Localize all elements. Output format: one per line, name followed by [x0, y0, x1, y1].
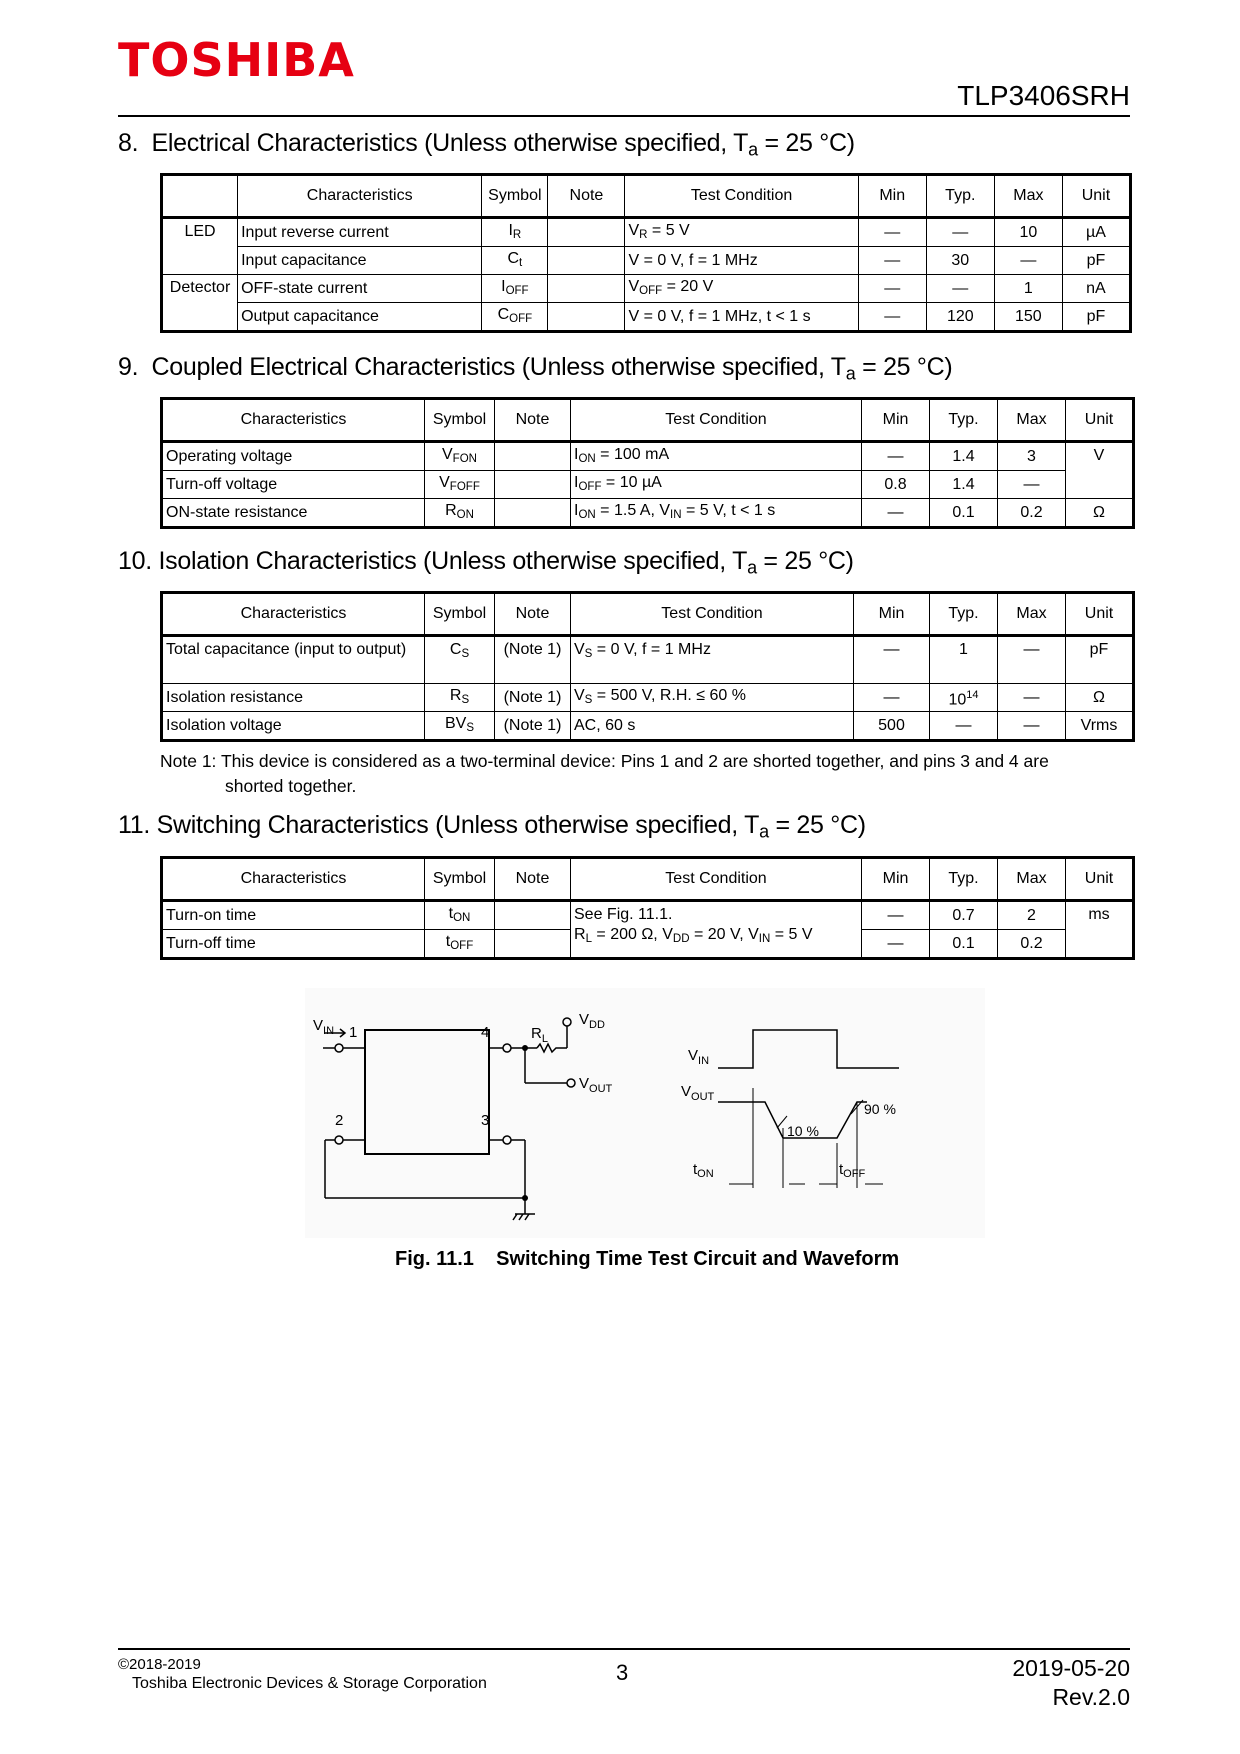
cell-characteristic: Turn-off time — [162, 930, 425, 959]
cell-max: — — [998, 712, 1066, 741]
cell-characteristic: ON-state resistance — [162, 499, 425, 528]
footer-left — [118, 1655, 487, 1693]
col-typ: Typ. — [930, 858, 998, 901]
table-row — [162, 442, 1134, 471]
col-test-condition: Test Condition — [571, 858, 862, 901]
col-typ: Typ. — [926, 175, 994, 218]
cell-unit: pF — [1062, 303, 1130, 332]
cell-min: — — [858, 275, 926, 303]
cell-symbol: $C_t$ — [482, 247, 548, 275]
cell-characteristic: Isolation voltage — [162, 712, 425, 741]
cell-condition: $I_{ON} = 1.5$ A, $V_{IN} = 5$ V, t < 1 s — [571, 499, 862, 528]
figure-caption: Fig. 11.1 Switching Time Test Circuit and Waveform — [395, 1248, 900, 1270]
cell-unit: Vrms — [1066, 712, 1134, 741]
cell-condition: AC, 60 s — [571, 712, 854, 741]
table-row — [162, 712, 1134, 741]
cell-note — [495, 901, 571, 930]
cell-unit: nA — [1062, 275, 1130, 303]
cell-max: 1 — [994, 275, 1062, 303]
col-characteristics: Characteristics — [238, 175, 482, 218]
col-symbol: Symbol — [425, 858, 495, 901]
ten-percent-label: 10 % — [787, 1123, 819, 1139]
cell-min: — — [862, 901, 930, 930]
cell-max: — — [998, 636, 1066, 684]
col-min: Min — [858, 175, 926, 218]
cell-typ: 1 — [930, 636, 998, 684]
cell-typ: 120 — [926, 303, 994, 332]
table-row — [162, 303, 1131, 332]
cell-condition: V = 0 V, f = 1 MHz — [625, 247, 858, 275]
col-characteristics: Characteristics — [162, 399, 425, 442]
cell-symbol: $C_{OFF}$ — [482, 303, 548, 332]
cell-note — [495, 499, 571, 528]
table-row — [162, 684, 1134, 712]
cell-symbol: $V_{FON}$ — [425, 442, 495, 471]
table-coupled-characteristics — [160, 397, 1135, 529]
note-1: Note 1: This device is considered as a two-terminal device: Pins 1 and 2 are shorted together, and pins 3 and 4 are shorted together. — [160, 751, 1049, 796]
cell-typ: — — [926, 218, 994, 247]
table-row — [162, 218, 1131, 247]
vdd-label: $V_{DD}$ — [579, 1011, 605, 1031]
cell-symbol: $BV_S$ — [425, 712, 495, 741]
col-characteristics: Characteristics — [162, 858, 425, 901]
cell-symbol: $V_{FOFF}$ — [425, 471, 495, 499]
cell-unit: ms — [1066, 901, 1134, 959]
cell-typ: 1.4 — [930, 471, 998, 499]
col-typ: Typ. — [930, 593, 998, 636]
cell-unit: Ω — [1066, 499, 1134, 528]
wave-vin-label: $V_{IN}$ — [688, 1047, 710, 1067]
vout-label: $V_{OUT}$ — [579, 1075, 613, 1095]
col-note: Note — [495, 858, 571, 901]
cell-max: 2 — [998, 901, 1066, 930]
cell-min: — — [858, 218, 926, 247]
toff-label: $t_{OFF}$ — [839, 1161, 866, 1180]
cell-note — [548, 247, 625, 275]
cell-unit: Ω — [1066, 684, 1134, 712]
section-11-title: 11. Switching Characteristics (Unless otherwise specified, $T_a = 25$ °C) — [118, 811, 866, 842]
table-row — [162, 901, 1134, 930]
cell-symbol: $R_S$ — [425, 684, 495, 712]
cell-characteristic: Input reverse current — [238, 218, 482, 247]
table-header — [162, 858, 1134, 901]
cell-note — [495, 471, 571, 499]
col-symbol: Symbol — [425, 593, 495, 636]
cell-symbol: $C_S$ — [425, 636, 495, 684]
table-row — [162, 471, 1134, 499]
vin-label: $V_{IN}$ — [313, 1017, 335, 1037]
rl-label: $R_L$ — [531, 1025, 548, 1045]
cell-symbol: $I_R$ — [482, 218, 548, 247]
cell-characteristic: Turn-on time — [162, 901, 425, 930]
cell-symbol: $t_{OFF}$ — [425, 930, 495, 959]
cell-min: — — [854, 684, 930, 712]
cell-max: 10 — [994, 218, 1062, 247]
copyright: ©2018-2019 — [118, 1656, 201, 1673]
cell-symbol: $I_{OFF}$ — [482, 275, 548, 303]
cell-note — [548, 275, 625, 303]
cell-condition: $V_R = 5$ V — [625, 218, 858, 247]
cell-condition: $V_S = 500$ V, R.H. ≤ 60 % — [571, 684, 854, 712]
ninety-percent-label: 90 % — [864, 1101, 896, 1117]
part-number: TLP3406SRH — [957, 80, 1130, 111]
pin-1-label: 1 — [349, 1024, 358, 1041]
col-min: Min — [862, 399, 930, 442]
cell-unit: µA — [1062, 218, 1130, 247]
cell-unit: pF — [1066, 636, 1134, 684]
col-test-condition: Test Condition — [625, 175, 858, 218]
cell-condition: $I_{ON} = 100$ mA — [571, 442, 862, 471]
cell-condition: $V_S = 0$ V, f = 1 MHz — [571, 636, 854, 684]
cell-condition: $V_{OFF} = 20$ V — [625, 275, 858, 303]
cell-condition: V = 0 V, f = 1 MHz, t < 1 s — [625, 303, 858, 332]
group-label: Detector — [162, 275, 238, 332]
table-switching-characteristics — [160, 856, 1135, 960]
cell-min: 0.8 — [862, 471, 930, 499]
col-min: Min — [854, 593, 930, 636]
col-min: Min — [862, 858, 930, 901]
table-row — [162, 636, 1134, 684]
cell-typ: 0.7 — [930, 901, 998, 930]
ton-label: $t_{ON}$ — [693, 1161, 714, 1180]
col-note: Note — [495, 593, 571, 636]
col-max: Max — [994, 175, 1062, 218]
cell-condition: $I_{OFF} = 10$ µA — [571, 471, 862, 499]
cell-symbol: $R_{ON}$ — [425, 499, 495, 528]
col-test-condition: Test Condition — [571, 593, 854, 636]
switching-test-figure — [305, 988, 985, 1238]
cell-min: — — [862, 442, 930, 471]
cell-characteristic: Isolation resistance — [162, 684, 425, 712]
cell-max: 0.2 — [998, 930, 1066, 959]
cell-typ: 0.1 — [930, 930, 998, 959]
group-label: LED — [162, 218, 238, 275]
col-symbol: Symbol — [425, 399, 495, 442]
header-rule — [118, 115, 1130, 117]
col-unit: Unit — [1066, 593, 1134, 636]
cell-note — [495, 442, 571, 471]
cell-max: 3 — [998, 442, 1066, 471]
cell-min: — — [854, 636, 930, 684]
cell-typ: 30 — [926, 247, 994, 275]
cell-max: — — [998, 471, 1066, 499]
cell-note — [495, 930, 571, 959]
section-10-title: 10. Isolation Characteristics (Unless otherwise specified, $T_a = 25$ °C) — [118, 547, 854, 578]
cell-min: — — [862, 499, 930, 528]
cell-typ: — — [930, 712, 998, 741]
cell-min: 500 — [854, 712, 930, 741]
table-row — [162, 275, 1131, 303]
col-typ: Typ. — [930, 399, 998, 442]
cell-characteristic: Total capacitance (input to output) — [162, 636, 425, 684]
cell-note — [548, 303, 625, 332]
company-name: Toshiba Electronic Devices & Storage Corporation — [132, 1675, 487, 1692]
cell-min: — — [858, 247, 926, 275]
cell-typ: 0.1 — [930, 499, 998, 528]
cell-max: 0.2 — [998, 499, 1066, 528]
cell-note: (Note 1) — [495, 712, 571, 741]
footer-rule — [118, 1648, 1130, 1650]
table-header — [162, 593, 1134, 636]
cell-characteristic: Input capacitance — [238, 247, 482, 275]
table-isolation-characteristics — [160, 591, 1135, 742]
col-note: Note — [495, 399, 571, 442]
col-symbol: Symbol — [482, 175, 548, 218]
cell-max: — — [998, 684, 1066, 712]
doc-revision: Rev.2.0 — [1052, 1684, 1130, 1710]
wave-vout-label: $V_{OUT}$ — [681, 1083, 715, 1103]
col-max: Max — [998, 858, 1066, 901]
cell-note: (Note 1) — [495, 684, 571, 712]
table-header — [162, 175, 1131, 218]
junction-dot — [522, 1045, 528, 1051]
cell-unit: V — [1066, 442, 1134, 499]
cell-note: (Note 1) — [495, 636, 571, 684]
col-unit: Unit — [1066, 399, 1134, 442]
col-max: Max — [998, 399, 1066, 442]
toshiba-logo: TOSHIBA — [118, 33, 355, 87]
pin-3-label: 3 — [481, 1112, 490, 1129]
cell-condition: See Fig. 11.1. $R_L = 200$ Ω, $V_{DD} = 20$ V, $V_{IN} = 5$ V — [571, 901, 862, 959]
pin-2-label: 2 — [335, 1112, 344, 1129]
table-row — [162, 499, 1134, 528]
junction-dot — [522, 1195, 528, 1201]
cell-max: 150 — [994, 303, 1062, 332]
cell-note — [548, 218, 625, 247]
col-max: Max — [998, 593, 1066, 636]
cell-characteristic: Output capacitance — [238, 303, 482, 332]
cell-typ: — — [926, 275, 994, 303]
cell-typ: $10^{14}$ — [930, 684, 998, 712]
doc-date: 2019-05-20 — [1012, 1655, 1130, 1681]
table-row — [162, 247, 1131, 275]
page-number: 3 — [616, 1660, 629, 1685]
pin-4-label: 4 — [481, 1024, 490, 1041]
col-characteristics: Characteristics — [162, 593, 425, 636]
cell-characteristic: OFF-state current — [238, 275, 482, 303]
table-header — [162, 399, 1134, 442]
col-test-condition: Test Condition — [571, 399, 862, 442]
cell-symbol: $t_{ON}$ — [425, 901, 495, 930]
cell-max: — — [994, 247, 1062, 275]
cell-typ: 1.4 — [930, 442, 998, 471]
col-unit: Unit — [1066, 858, 1134, 901]
col-unit: Unit — [1062, 175, 1130, 218]
footer-right — [1012, 1654, 1130, 1712]
cell-min: — — [858, 303, 926, 332]
cell-min: — — [862, 930, 930, 959]
cell-unit: pF — [1062, 247, 1130, 275]
table-electrical-characteristics — [160, 173, 1132, 333]
section-9-title: 9. Coupled Electrical Characteristics (Unless otherwise specified, $T_a = 25$ °C) — [118, 353, 953, 384]
cell-characteristic: Operating voltage — [162, 442, 425, 471]
section-8-title: 8. Electrical Characteristics (Unless otherwise specified, $T_a = 25$ °C) — [118, 129, 855, 160]
cell-characteristic: Turn-off voltage — [162, 471, 425, 499]
col-note: Note — [548, 175, 625, 218]
